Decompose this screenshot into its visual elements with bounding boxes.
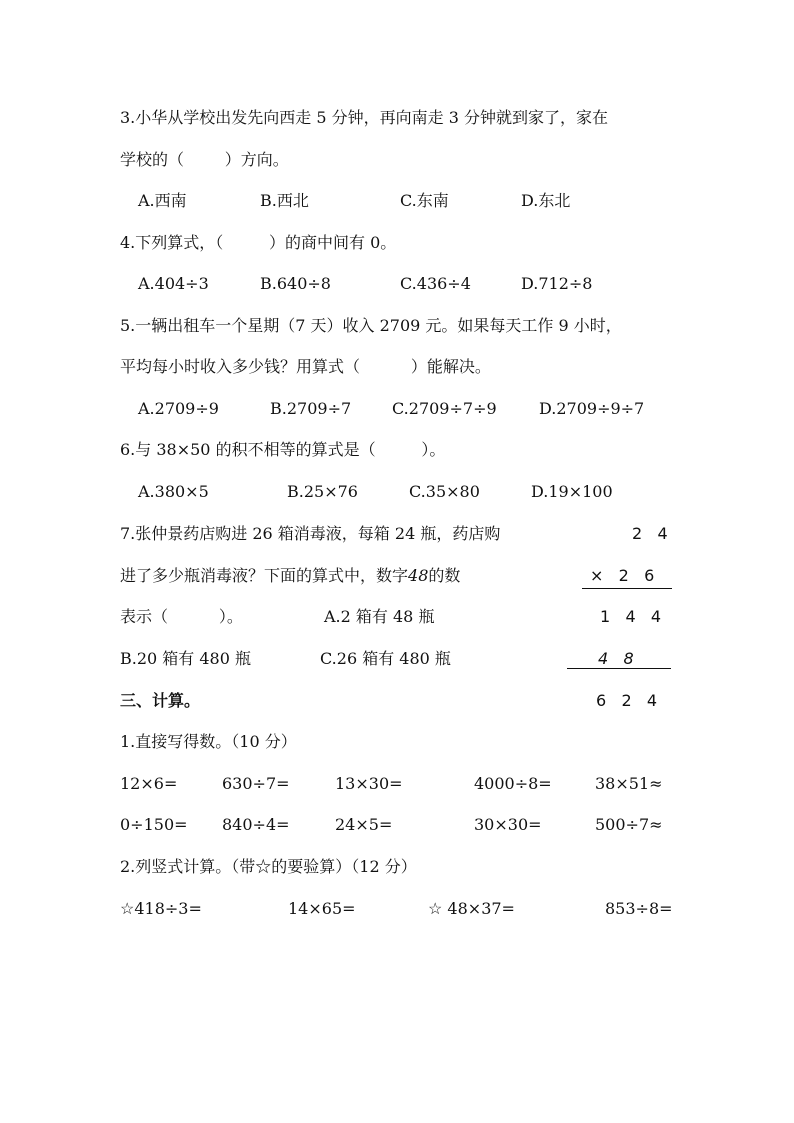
vertical-row-2: × 2 6: [590, 566, 655, 585]
q7-stem-line2: [120, 566, 460, 586]
s2-title: 2.列竖式计算。（带☆的要验算）（12 分）: [120, 857, 417, 876]
q7-option-c: C.26 箱有 480 瓶: [320, 649, 451, 668]
q5-option-d: D.2709÷9÷7: [539, 399, 645, 418]
s1-r1-c4: 4000÷8=: [474, 774, 552, 793]
s1-r2-c3: 24×5=: [335, 815, 393, 834]
s1-r2-c5: 500÷7≈: [595, 815, 663, 834]
q6-stem: 6.与 38×50 的积不相等的算式是（ ）。: [120, 440, 446, 459]
q4-option-a: A.404÷3: [138, 274, 209, 293]
q4-option-c: C.436÷4: [400, 274, 471, 293]
q5-stem-line2: 平均每小时收入多少钱？用算式（ ）能解决。: [120, 357, 491, 376]
s1-r1-c3: 13×30=: [335, 774, 403, 793]
s1-title: 1.直接写得数。（10 分）: [120, 732, 297, 751]
q6-option-b: B.25×76: [287, 482, 358, 501]
vertical-row-3: 1 4 4: [600, 607, 662, 626]
q3-option-d: D.东北: [521, 191, 571, 210]
q7-option-a: A.2 箱有 48 瓶: [324, 607, 435, 626]
q7-stem-line3: 表示（ ）。: [120, 607, 243, 626]
q3-stem-line2: 学校的（ ）方向。: [120, 150, 289, 169]
q5-stem-line1: 5.一辆出租车一个星期（7 天）收入 2709 元。如果每天工作 9 小时，: [120, 316, 622, 335]
q3-option-a: A.西南: [138, 191, 187, 210]
q3-option-c: C.东南: [400, 191, 449, 210]
vertical-rule-2: [567, 668, 671, 669]
s1-r1-c1: 12×6=: [120, 774, 178, 793]
s1-r2-c4: 30×30=: [474, 815, 542, 834]
s2-item-4: 853÷8=: [605, 899, 673, 918]
q6-option-d: D.19×100: [531, 482, 613, 501]
q7-stem-line2-text-a: 进了多少瓶消毒液？下面的算式中，数字: [120, 566, 409, 585]
q3-stem-line1: 3.小华从学校出发先向西走 5 分钟，再向南走 3 分钟就到家了，家在: [120, 108, 608, 127]
q5-option-c: C.2709÷7÷9: [392, 399, 497, 418]
s2-item-2: 14×65=: [288, 899, 356, 918]
q7-stem-line1: 7.张仲景药店购进 26 箱消毒液，每箱 24 瓶，药店购: [120, 524, 501, 543]
q5-option-b: B.2709÷7: [270, 399, 352, 418]
s1-r1-c2: 630÷7=: [222, 774, 290, 793]
q7-stem-line2-text-c: 的数: [428, 566, 461, 585]
vertical-rule-1: [582, 588, 672, 589]
s1-r2-c2: 840÷4=: [222, 815, 290, 834]
q6-option-c: C.35×80: [409, 482, 480, 501]
q4-option-b: B.640÷8: [260, 274, 331, 293]
q3-option-b: B.西北: [260, 191, 309, 210]
section-title: 三、计算。: [120, 691, 201, 710]
s1-r2-c1: 0÷150=: [120, 815, 188, 834]
q4-stem: 4.下列算式，（ ）的商中间有 0。: [120, 233, 397, 252]
vertical-row-1: 2 4: [632, 524, 668, 543]
q5-option-a: A.2709÷9: [138, 399, 219, 418]
vertical-row-5: 6 2 4: [596, 691, 658, 710]
vertical-row-4: 4 8: [598, 649, 634, 668]
q7-option-b: B.20 箱有 480 瓶: [120, 649, 252, 668]
q4-option-d: D.712÷8: [521, 274, 593, 293]
q7-highlight-48: 48: [408, 566, 429, 585]
q6-option-a: A.380×5: [138, 482, 209, 501]
s2-item-1: ☆418÷3=: [120, 899, 202, 918]
s2-item-3: ☆ 48×37=: [428, 899, 515, 918]
s1-r1-c5: 38×51≈: [595, 774, 663, 793]
